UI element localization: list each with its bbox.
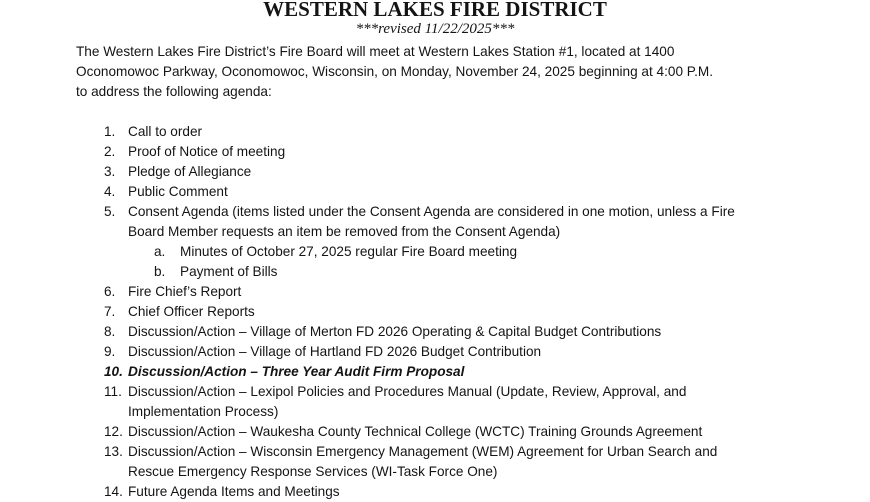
agenda-item-continuation xyxy=(0,402,870,422)
agenda-item-number: 11. xyxy=(104,384,122,399)
agenda-item xyxy=(0,182,870,202)
agenda-item-number: 8. xyxy=(104,324,116,339)
agenda-item xyxy=(0,282,870,302)
agenda-item-text: Consent Agenda (items listed under the Consent Agenda are considered in one motion, unless a Fire xyxy=(128,204,735,219)
agenda-subitem-letter: b. xyxy=(154,264,166,279)
agenda-item-number: 10. xyxy=(104,364,123,379)
agenda-item xyxy=(0,442,870,462)
agenda-item-number: 9. xyxy=(104,344,116,359)
agenda-item-text: Chief Officer Reports xyxy=(128,304,255,319)
agenda-subitem xyxy=(0,242,870,262)
agenda-item-text: Implementation Process) xyxy=(128,404,279,419)
agenda-item-number: 14. xyxy=(104,484,123,499)
agenda-item-text: Public Comment xyxy=(128,184,228,199)
agenda-item xyxy=(0,202,870,222)
agenda-item-number: 2. xyxy=(104,144,116,159)
agenda-item-continuation xyxy=(0,222,870,242)
agenda-item-text: Discussion/Action – Waukesha County Technical College (WCTC) Training Grounds Agreement xyxy=(128,424,703,439)
revision-note: ***revised 11/22/2025*** xyxy=(355,21,515,37)
agenda-item-text: Discussion/Action – Lexipol Policies and Procedures Manual (Update, Review, Approval, and xyxy=(128,384,687,399)
agenda-item-text: Discussion/Action – Village of Merton FD 2026 Operating & Capital Budget Contributions xyxy=(128,324,662,339)
agenda-item-text: Future Agenda Items and Meetings xyxy=(128,484,340,499)
agenda-item-number: 1. xyxy=(104,124,116,139)
agenda-item xyxy=(0,342,870,362)
agenda-subitem xyxy=(0,262,870,282)
agenda-item xyxy=(0,142,870,162)
agenda-item-text: Call to order xyxy=(128,124,203,139)
agenda-item xyxy=(0,482,870,502)
document-title: WESTERN LAKES FIRE DISTRICT xyxy=(263,0,607,21)
agenda-item-number: 3. xyxy=(104,164,116,179)
agenda-item-text: Discussion/Action – Village of Hartland FD 2026 Budget Contribution xyxy=(128,344,542,359)
agenda-item xyxy=(0,322,870,342)
agenda-list xyxy=(0,122,870,502)
intro-paragraph xyxy=(76,42,856,102)
agenda-subitem-text: Minutes of October 27, 2025 regular Fire Board meeting xyxy=(180,244,518,259)
agenda-item xyxy=(0,382,870,402)
agenda-item xyxy=(0,162,870,182)
agenda-item-text: Pledge of Allegiance xyxy=(128,164,252,179)
agenda-item-text: Discussion/Action – Wisconsin Emergency Management (WEM) Agreement for Urban Search and xyxy=(128,444,718,459)
agenda-item-text: Board Member requests an item be removed from the Consent Agenda) xyxy=(128,224,561,239)
agenda-item xyxy=(0,302,870,322)
agenda-item xyxy=(0,422,870,442)
agenda-item-number: 13. xyxy=(104,444,123,459)
intro-line: Oconomowoc Parkway, Oconomowoc, Wisconsin, on Monday, November 24, 2025 beginning at 4:00 P.M. xyxy=(76,64,713,79)
agenda-item-text: Rescue Emergency Response Services (WI-Task Force One) xyxy=(128,464,498,479)
agenda-item-number: 5. xyxy=(104,204,116,219)
agenda-item-number: 6. xyxy=(104,284,116,299)
agenda-item-number: 7. xyxy=(104,304,116,319)
agenda-subitem-letter: a. xyxy=(154,244,166,259)
agenda-item-number: 4. xyxy=(104,184,116,199)
agenda-item-highlighted xyxy=(0,362,870,382)
intro-line: The Western Lakes Fire District’s Fire Board will meet at Western Lakes Station #1, located at 1400 xyxy=(76,44,675,59)
intro-line: to address the following agenda: xyxy=(76,84,272,99)
agenda-item-continuation xyxy=(0,462,870,482)
agenda-item-text: Discussion/Action – Three Year Audit Firm Proposal xyxy=(128,364,465,379)
agenda-subitem-text: Payment of Bills xyxy=(180,264,278,279)
agenda-item-text: Fire Chief’s Report xyxy=(128,284,242,299)
agenda-item xyxy=(0,122,870,142)
agenda-item-number: 12. xyxy=(104,424,123,439)
agenda-item-text: Proof of Notice of meeting xyxy=(128,144,286,159)
